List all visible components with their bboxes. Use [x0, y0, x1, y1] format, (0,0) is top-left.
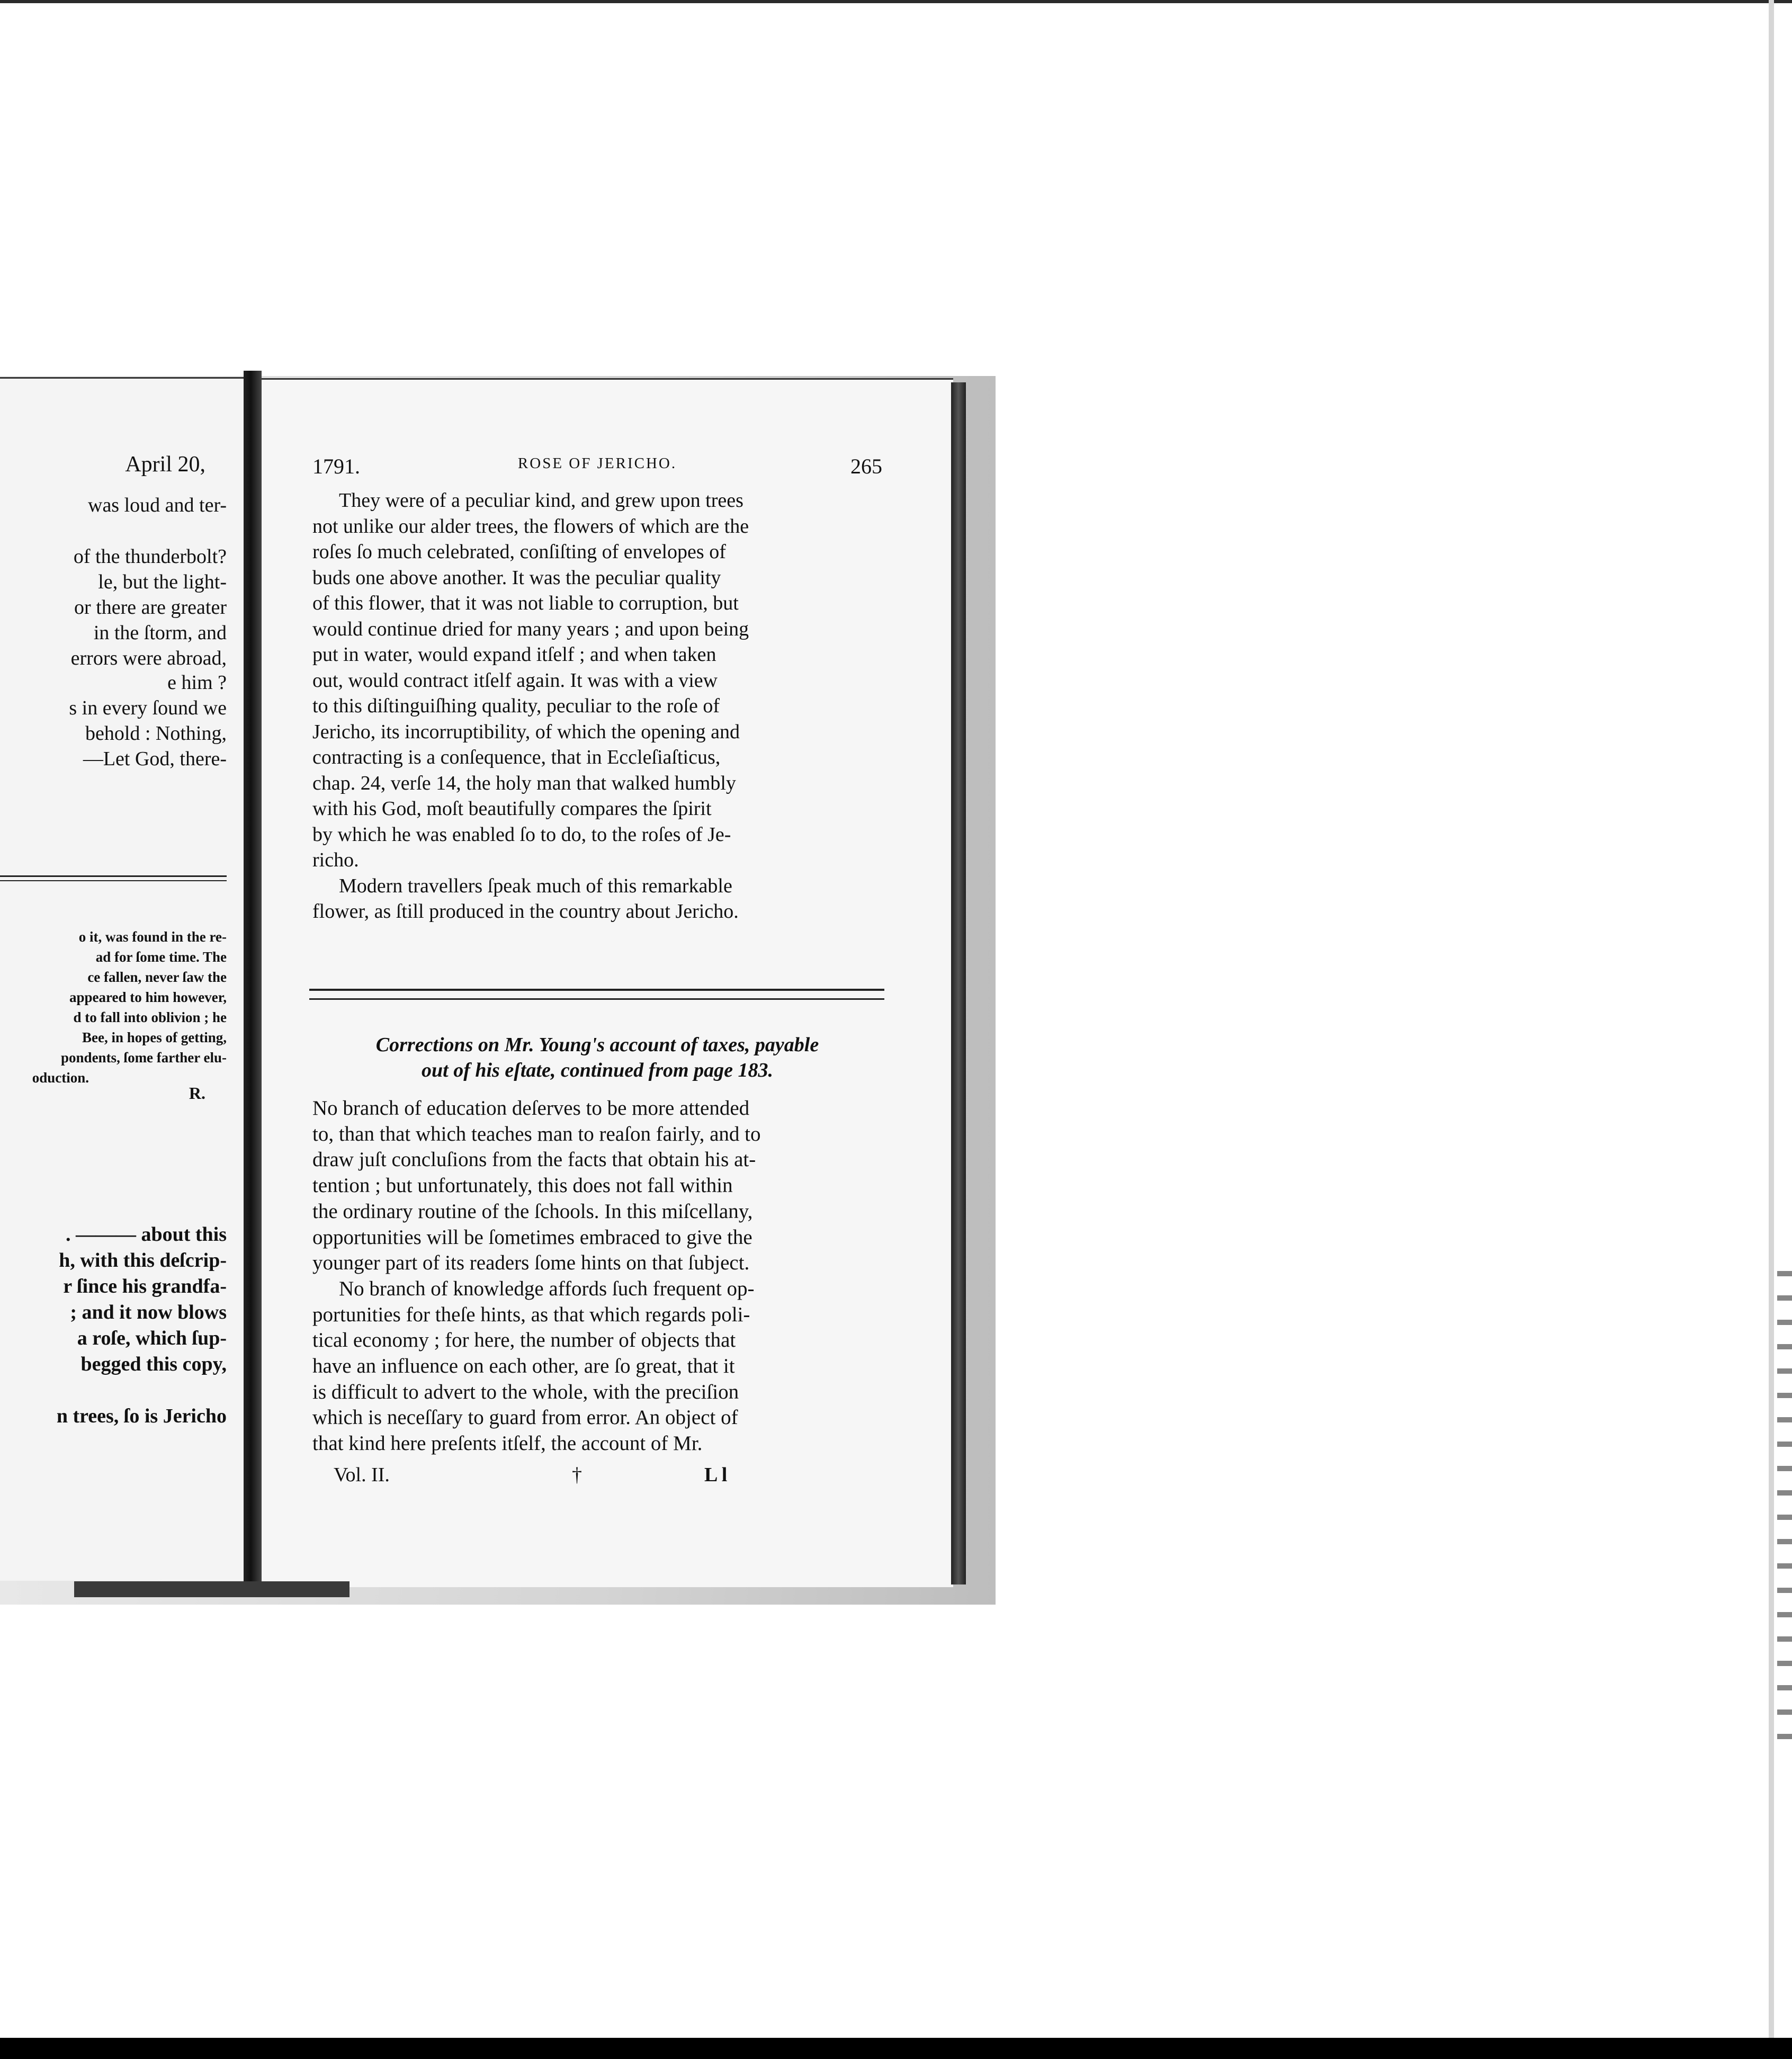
paragraph-education [312, 1096, 882, 1457]
text-line: buds one above another. It was the peculiar quality [312, 566, 721, 589]
section-title-line: out of his eſtate, continued from page 183. [422, 1059, 773, 1081]
section-divider-rule [309, 989, 884, 1000]
left-text-line: . ——— about this [65, 1223, 227, 1246]
text-line: to this diſtinguiſhing quality, peculiar to the roſe of [312, 695, 720, 717]
text-line: that kind here preſents itſelf, the account of Mr. [312, 1432, 703, 1455]
text-line: draw juſt concluſions from the facts that obtain his at- [312, 1148, 756, 1171]
text-line: of this flower, that it was not liable to corruption, but [312, 592, 739, 614]
text-line: not unlike our alder trees, the flowers of which are the [312, 515, 749, 538]
text-line: out, would contract itſelf again. It was with a view [312, 669, 718, 692]
book-bottom-edge [74, 1581, 350, 1597]
text-line: flower, as ſtill produced in the country about Jericho. [312, 900, 739, 923]
text-line: chap. 24, verſe 14, the holy man that walked humbly [312, 772, 736, 794]
text-line: tention ; but unfortunately, this does not fall within [312, 1174, 733, 1197]
text-line: opportunities will be ſometimes embraced to give the [312, 1225, 752, 1249]
left-text-line: h, with this deſcrip- [59, 1249, 227, 1272]
left-text-line: in the ſtorm, and [93, 622, 227, 644]
text-line: No branch of knowledge affords ſuch frequent op- [339, 1277, 755, 1300]
left-note-line: ad for ſome time. The [95, 949, 227, 965]
scan-edge-marks [1777, 1271, 1792, 1748]
section-title-line: Corrections on Mr. Young's account of taxes, payable [375, 1034, 819, 1056]
text-line: younger part of its readers ſome hints on that ſubject. [312, 1251, 750, 1275]
left-text-line: was loud and ter- [88, 494, 227, 516]
left-text-line: s in every ſound we [69, 697, 227, 719]
text-line: put in water, would expand itſelf ; and when taken [312, 643, 716, 666]
text-line: Modern travellers ſpeak much of this remarkable [339, 874, 732, 897]
left-text-line: r ſince his grandfa- [63, 1275, 227, 1297]
text-line: would continue dried for many years ; and upon being [312, 617, 749, 640]
left-note-line: pondents, ſome farther elu- [61, 1050, 227, 1066]
open-book [0, 371, 996, 1610]
text-line: with his God, moſt beautifully compares the ſpirit [312, 798, 712, 820]
page-footer [312, 1463, 882, 1490]
text-line: tical economy ; for here, the number of objects that [312, 1329, 736, 1352]
text-line: by which he was enabled ſo to do, to the roſes of Je- [312, 823, 731, 846]
text-line: roſes ſo much celebrated, conſiſting of envelopes of [312, 541, 726, 563]
left-note-line: d to fall into oblivion ; he [73, 1009, 227, 1025]
dagger-mark: † [572, 1464, 582, 1486]
left-text-line: behold : Nothing, [85, 722, 227, 745]
book-fore-edge [951, 382, 966, 1584]
left-text-line: a roſe, which ſup- [77, 1327, 227, 1349]
left-text-line: errors were abroad, [70, 647, 227, 669]
scan-right-edge [1769, 0, 1774, 2059]
left-note-signature: R. [189, 1084, 205, 1103]
running-title: ROSE OF JERICHO. [517, 455, 677, 472]
left-text-line: e him ? [167, 672, 227, 694]
text-line: have an influence on each other, are ſo great, that it [312, 1355, 735, 1378]
text-line: the ordinary routine of the ſchools. In this miſcellany, [312, 1199, 753, 1223]
left-note-line: Bee, in hopes of getting, [82, 1030, 227, 1045]
section-title [312, 1032, 882, 1083]
page-number: 265 [850, 454, 882, 478]
text-line: contracting is a conſequence, that in Eccleſiaſticus, [312, 746, 721, 768]
left-page-rule [0, 875, 227, 881]
header-year: 1791. [312, 454, 360, 478]
volume-label: Vol. II. [334, 1464, 390, 1486]
text-line: richo. [312, 849, 359, 871]
text-line: is difficult to advert to the whole, with the preciſion [312, 1380, 739, 1403]
left-note-line: oduction. [32, 1070, 89, 1086]
left-text-line: —Let God, there- [83, 748, 227, 770]
left-text-line: or there are greater [74, 596, 227, 619]
left-text-line: begged this copy, [80, 1353, 227, 1375]
text-line: to, than that which teaches man to reaſon fairly, and to [312, 1122, 761, 1145]
left-note-line: appeared to him however, [69, 989, 227, 1005]
left-note-line: o it, was found in the re- [78, 929, 227, 945]
book-gutter [244, 371, 262, 1583]
text-line: which is neceſſary to guard from error. An object of [312, 1406, 738, 1429]
text-line: They were of a peculiar kind, and grew upon trees [339, 489, 743, 512]
paragraph-rose-of-jericho [312, 488, 882, 925]
left-text-line: ; and it now blows [70, 1301, 227, 1323]
signature-mark: L l [704, 1464, 728, 1486]
left-page [0, 377, 248, 1581]
text-line: Jericho, its incorruptibility, of which the opening and [312, 720, 740, 743]
left-text-line: of the thunderbolt? [73, 545, 227, 568]
text-line: portunities for theſe hints, as that which regards poli- [312, 1303, 750, 1326]
right-page [262, 378, 953, 1587]
left-note-line: ce fallen, never ſaw the [87, 969, 227, 985]
left-text-line: n trees, ſo is Jericho [56, 1405, 227, 1427]
text-line: No branch of education deſerves to be more attended [312, 1097, 750, 1120]
scan-top-border [0, 0, 1792, 3]
scan-bottom-border [0, 2038, 1792, 2059]
left-page-header: April 20, [125, 452, 205, 477]
left-text-line: le, but the light- [98, 571, 227, 593]
